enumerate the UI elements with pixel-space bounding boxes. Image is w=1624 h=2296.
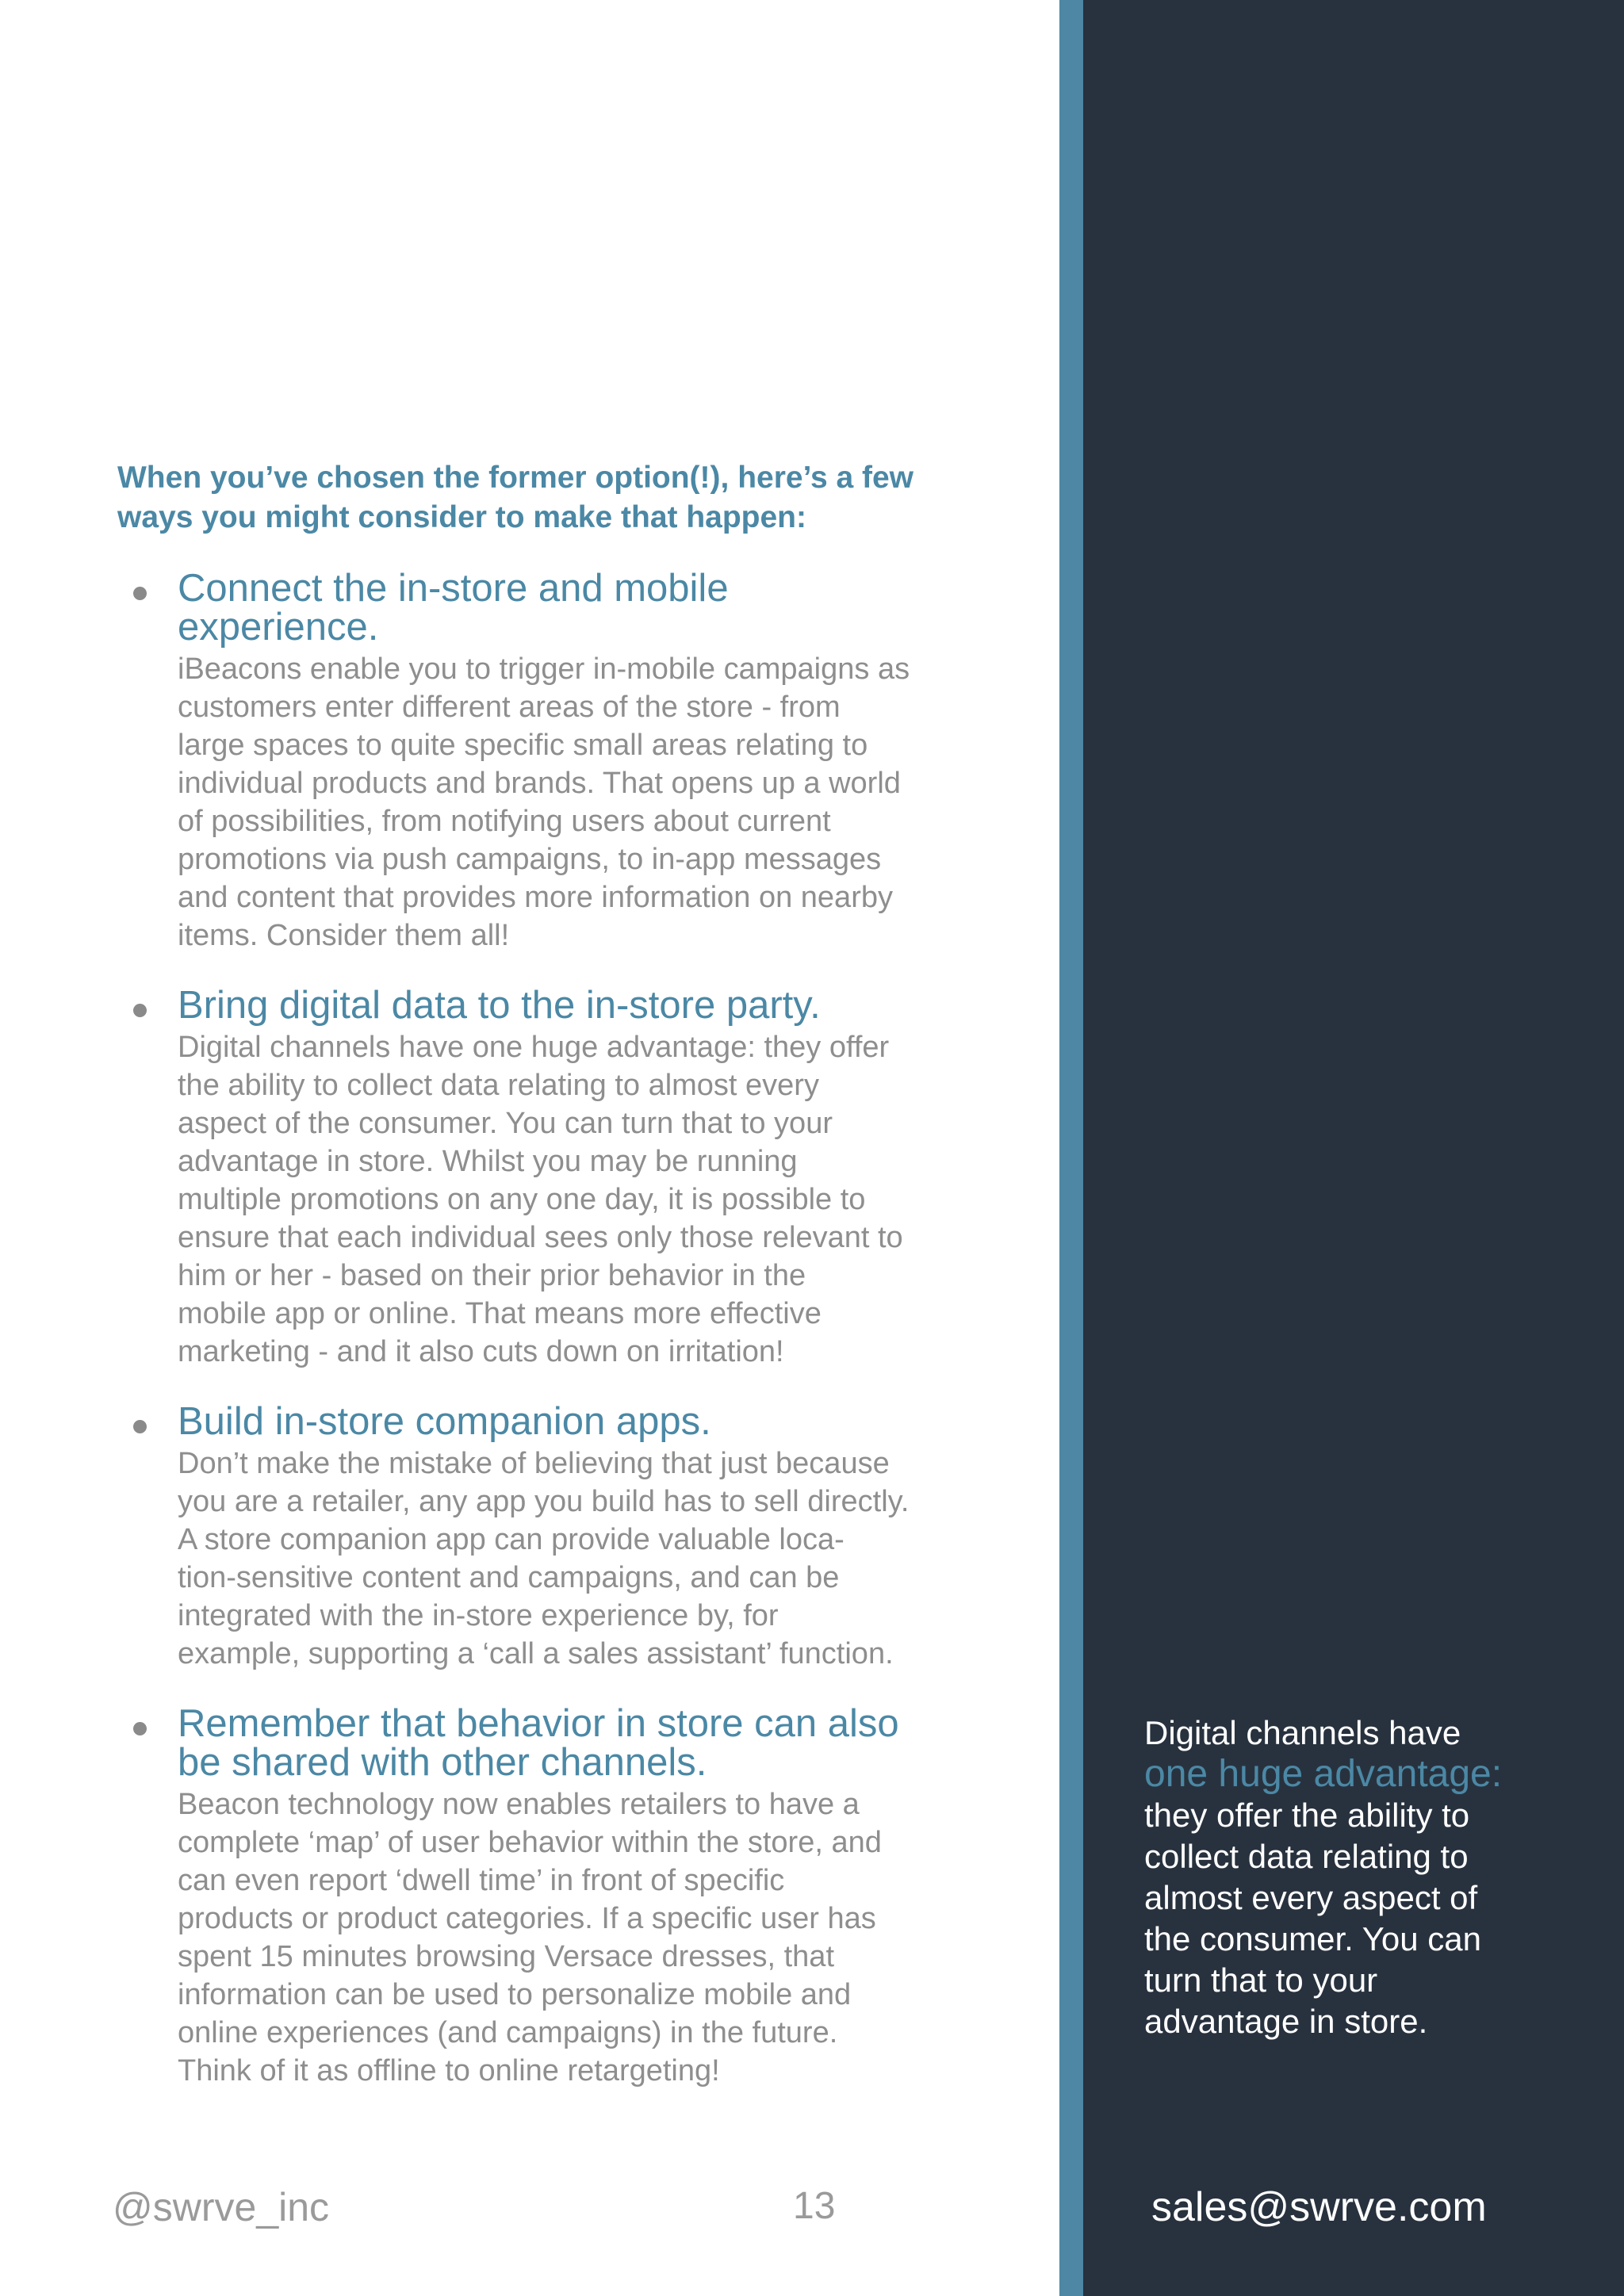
list-item [0,569,971,955]
pull-quote-line: the consumer. You can [1144,1920,1481,1957]
pull-quote-lead: Digital channels have [1144,1714,1461,1751]
pull-quote-line: they offer the ability to [1144,1797,1470,1834]
bullet-dot-icon [133,1722,147,1735]
bullet-title: Build in-store companion apps. [178,1400,711,1443]
bullet-title: Connect the in-store and mobile experience. [178,567,729,649]
sidebar-accent-stripe [1059,0,1083,2296]
page-number: 13 [793,2185,836,2227]
bullet-body: Digital channels have one huge advantage: they offer the ability to collect data relating to almost every aspect of the consumer. You can turn that to your advantage in store. Whilst you may be running multiple promotions on any one day, it is possible to ensure that each individual sees only those relevant to him or her - based on their prior behavior in the mobile app or online. That means more effective marketing - and it also cuts down on irritation! [178,1031,903,1368]
bullet-title: Remember that behavior in store can also be shared with other channels. [178,1702,899,1784]
bullet-dot-icon [133,1420,147,1433]
bullet-body: Beacon technology now enables retailers to have a complete ‘map’ of user behavior within the store, and can even report ‘dwell time’ in front of specific products or product categories. If a specific user has spent 15 minutes browsing Versace dresses, that information can be used to personalize mobile and online experiences (and campaigns) in the future. Think of it as offline to online retargeting! [178,1788,882,2087]
pull-quote-line: collect data relating to [1144,1838,1469,1875]
pull-quote-line: almost every aspect of [1144,1879,1478,1916]
twitter-handle-link[interactable]: @swrve_inc [113,2185,330,2229]
pull-quote-line: advantage in store. [1144,2003,1428,2040]
pull-quote-accent: one huge advantage: [1144,1753,1503,1795]
sales-email-link[interactable]: sales@swrve.com [1151,2184,1487,2230]
bullet-title: Bring digital data to the in-store party. [178,984,821,1027]
bullet-body: iBeacons enable you to trigger in-mobile campaigns as customers enter different areas of the store - from large spaces to quite specific small areas relating to individual products and brands. That opens up a world of possibilities, from notifying users about current promotions via push campaigns, to in-app messages and content that provides more information on nearby items. Consider them all! [178,652,910,952]
list-item [0,986,971,1371]
intro-heading: When you’ve chosen the former option(!), here’s a few ways you might consider to make that happen: [117,461,914,534]
sidebar [1059,0,1624,2296]
pull-quote-line: turn that to your [1144,1961,1378,1999]
pull-quote [1144,1712,1588,2042]
list-item [0,1702,971,2090]
list-item [0,1402,971,1673]
bullet-body: Don’t make the mistake of believing that just because you are a retailer, any app you build has to sell directly. A store companion app can provide valuable loca- tion-sensitive content and campaigns, and can be integrated with the in-store experience by, for example, supporting a ‘call a sales assistant’ function. [178,1447,910,1670]
bullet-dot-icon [133,587,147,600]
tips-list [0,569,1059,2090]
bullet-dot-icon [133,1004,147,1017]
